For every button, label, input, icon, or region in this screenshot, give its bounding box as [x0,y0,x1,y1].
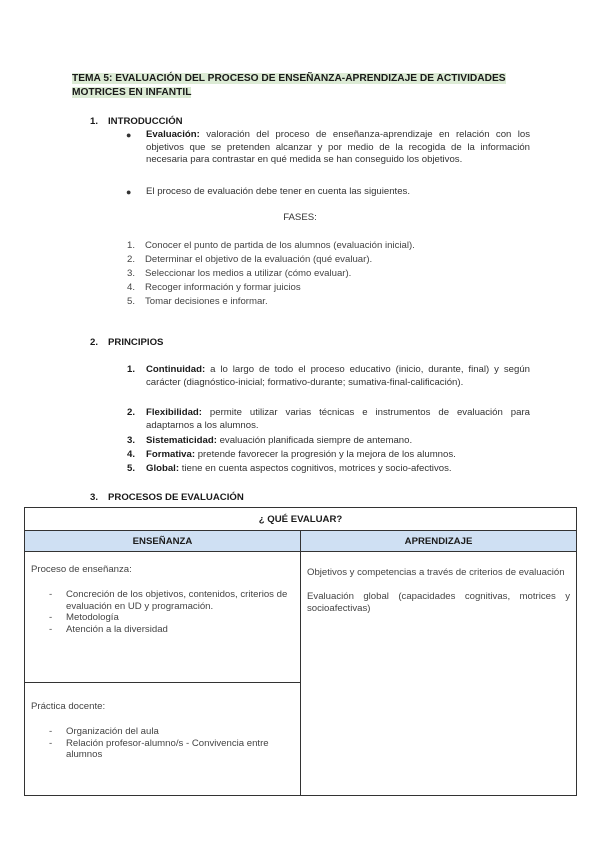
principle-item: 3. Sistematicidad: evaluación planificada siempre de antemano. [127,435,413,446]
principle-item: 4. Formativa: pretende favorecer la progresión y la mejora de los alumnos. [127,449,456,460]
cell-paragraph: Objetivos y competencias a través de criterios de evaluación [307,567,565,578]
bullet-dot-icon: ● [126,130,132,140]
cell-paragraph: Evaluación global (capacidades cognitivas, motrices y socioafectivas) [307,590,570,614]
bullet-dot-icon: ● [126,187,132,197]
phase-item: 5. Tomar decisiones e informar. [127,296,268,307]
cell-heading: Proceso de enseñanza: [31,564,132,575]
cell-list [31,589,294,635]
section-heading-introduccion: 1. INTRODUCCIÓN [90,116,183,127]
fases-title: FASES: [283,212,317,223]
list-item: - Organización del aula [31,726,294,738]
principle-item: 2. Flexibilidad: permite utilizar varias técnicas e instrumentos de evaluación para adaptarnos a los alumnos. [127,407,530,431]
evaluation-table [24,507,577,796]
column-header-ensenanza: ENSEÑANZA [25,531,301,552]
phase-item: 1. Conocer el punto de partida de los alumnos (evaluación inicial). [127,240,415,251]
section-heading-procesos: 3. PROCESOS DE EVALUACIÓN [90,492,244,503]
principle-item: 5. Global: tiene en cuenta aspectos cognitivos, motrices y socio-afectivos. [127,463,452,474]
bullet-evaluacion: ● Evaluación: valoración del proceso de enseñanza-aprendizaje en relación con los objetivos que se pretenden alcanzar y por medio de la recogida de la información necesaria para contrastar en qué medida se han conseguido los objetivos. [126,129,530,166]
bullet-proceso: ● El proceso de evaluación debe tener en cuenta las siguientes. [126,186,411,197]
table-cell-aprendizaje [301,552,577,796]
section-heading-principios: 2. PRINCIPIOS [90,337,164,348]
principle-item: 1. Continuidad: a lo largo de todo el proceso educativo (inicio, durante, final) y según carácter (diagnóstico-inicial; formativo-durante; sumativa-final-calificación). [127,364,530,388]
phase-item: 2. Determinar el objetivo de la evaluación (qué evaluar). [127,254,373,265]
document-title: TEMA 5: EVALUACIÓN DEL PROCESO DE ENSEÑANZA-APRENDIZAJE DE ACTIVIDADES MOTRICES EN INFANTIL [72,73,506,98]
phase-item: 3. Seleccionar los medios a utilizar (cómo evaluar). [127,268,352,279]
list-item: - Concreción de los objetivos, contenidos, criterios de evaluación en UD y programación. [31,589,294,612]
cell-heading: Práctica docente: [31,701,106,712]
list-item: - Atención a la diversidad [31,624,294,636]
column-header-aprendizaje: APRENDIZAJE [301,531,577,552]
cell-list [31,726,294,761]
table-cell-proceso-ensenanza [25,552,301,683]
phase-item: 4. Recoger información y formar juicios [127,282,301,293]
list-item: - Metodología [31,612,294,624]
list-item: - Relación profesor-alumno/s - Convivencia entre alumnos [31,738,294,761]
table-title: ¿ QUÉ EVALUAR? [25,508,577,531]
table-cell-practica-docente [25,683,301,796]
